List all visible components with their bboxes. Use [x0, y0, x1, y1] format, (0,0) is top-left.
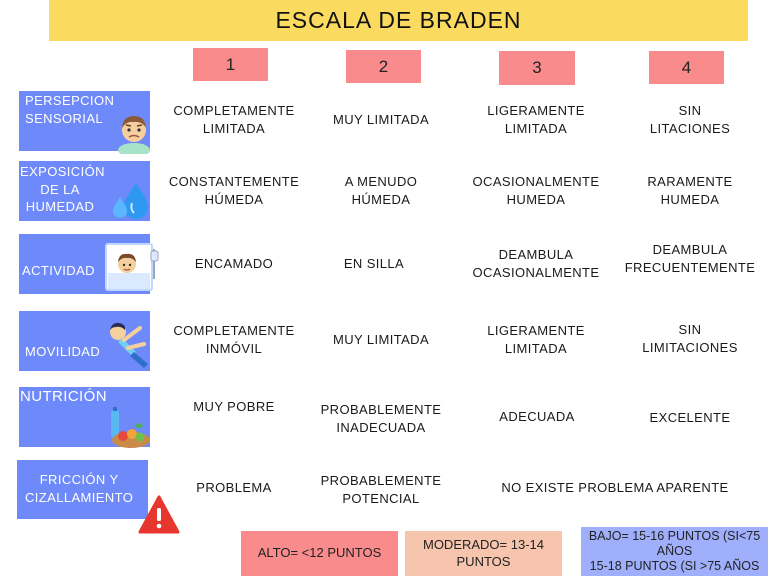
- cell-r5-c3: ADECUADA: [499, 409, 575, 425]
- cell-r4-c2: MUY LIMITADA: [332, 332, 430, 348]
- cell-r6-c2: PROBABLEMENTE POTENCIAL: [320, 473, 442, 506]
- cell-r5-c2: PROBABLEMENTE INADECUADA: [320, 402, 442, 435]
- cell-r1-c1: COMPLETAMENTE LIMITADA: [173, 103, 295, 136]
- legend-moderado: MODERADO= 13-14 PUNTOS: [405, 531, 562, 576]
- cell-r4-c3: LIGERAMENTE LIMITADA: [487, 323, 585, 356]
- food-icon: [105, 406, 151, 450]
- row-label-text: MOVILIDAD: [25, 344, 101, 359]
- cell-r2-c2: A MENUDO HÚMEDA: [344, 174, 418, 207]
- column-header-2: 2: [346, 50, 421, 83]
- cell-r2-c3: OCASIONALMENTE HUMEDA: [472, 174, 600, 207]
- stretching-person-icon: [104, 318, 154, 370]
- cell-r5-c4: EXCELENTE: [649, 410, 731, 426]
- cell-r2-c1: CONSTANTEMENTE HÚMEDA: [168, 174, 300, 207]
- cell-r6-c3-c4: NO EXISTE PROBLEMA APARENTE: [501, 480, 729, 496]
- cell-r5-c1: MUY POBRE: [193, 399, 275, 415]
- cell-r3-c4: DEAMBULA FRECUENTEMENTE: [624, 242, 756, 275]
- cell-r3-c1: ENCAMADO: [194, 256, 274, 272]
- row-label-text: NUTRICIÓN: [20, 388, 107, 405]
- column-header-4: 4: [649, 51, 724, 84]
- row-label-text: EXPOSICIÓN DE LA HUMEDAD: [20, 164, 105, 215]
- column-header-3: 3: [499, 51, 575, 85]
- cell-r3-c2: EN SILLA: [343, 256, 405, 272]
- cell-r1-c4: SIN LITACIONES: [649, 103, 731, 136]
- column-header-1: 1: [193, 48, 268, 81]
- page-title: ESCALA DE BRADEN: [49, 0, 748, 41]
- row-label-text: ACTIVIDAD: [22, 263, 95, 278]
- cell-r6-c1: PROBLEMA: [196, 480, 272, 496]
- water-drops-icon: [110, 183, 154, 221]
- cell-r3-c3: DEAMBULA OCASIONALMENTE: [472, 247, 600, 280]
- cell-r4-c4: SIN LIMITACIONES: [642, 322, 738, 355]
- cell-r4-c1: COMPLETAMENTE INMÓVIL: [173, 323, 295, 356]
- patient-in-bed-icon: [103, 241, 161, 293]
- legend-bajo: BAJO= 15-16 PUNTOS (SI<75 AÑOS 15-18 PUNTOS (SI >75 AÑOS: [581, 527, 768, 576]
- row-label-text: FRICCIÓN Y CIZALLAMIENTO: [25, 472, 134, 505]
- cell-r2-c4: RARAMENTE HUMEDA: [647, 174, 733, 207]
- face-icon: [114, 110, 154, 154]
- row-label-text: PERSEPCION SENSORIAL: [25, 93, 115, 126]
- cell-r1-c3: LIGERAMENTE LIMITADA: [487, 103, 585, 136]
- legend-alto: ALTO= <12 PUNTOS: [241, 531, 398, 576]
- row-label-friccion: [17, 460, 148, 519]
- cell-r1-c2: MUY LIMITADA: [332, 112, 430, 128]
